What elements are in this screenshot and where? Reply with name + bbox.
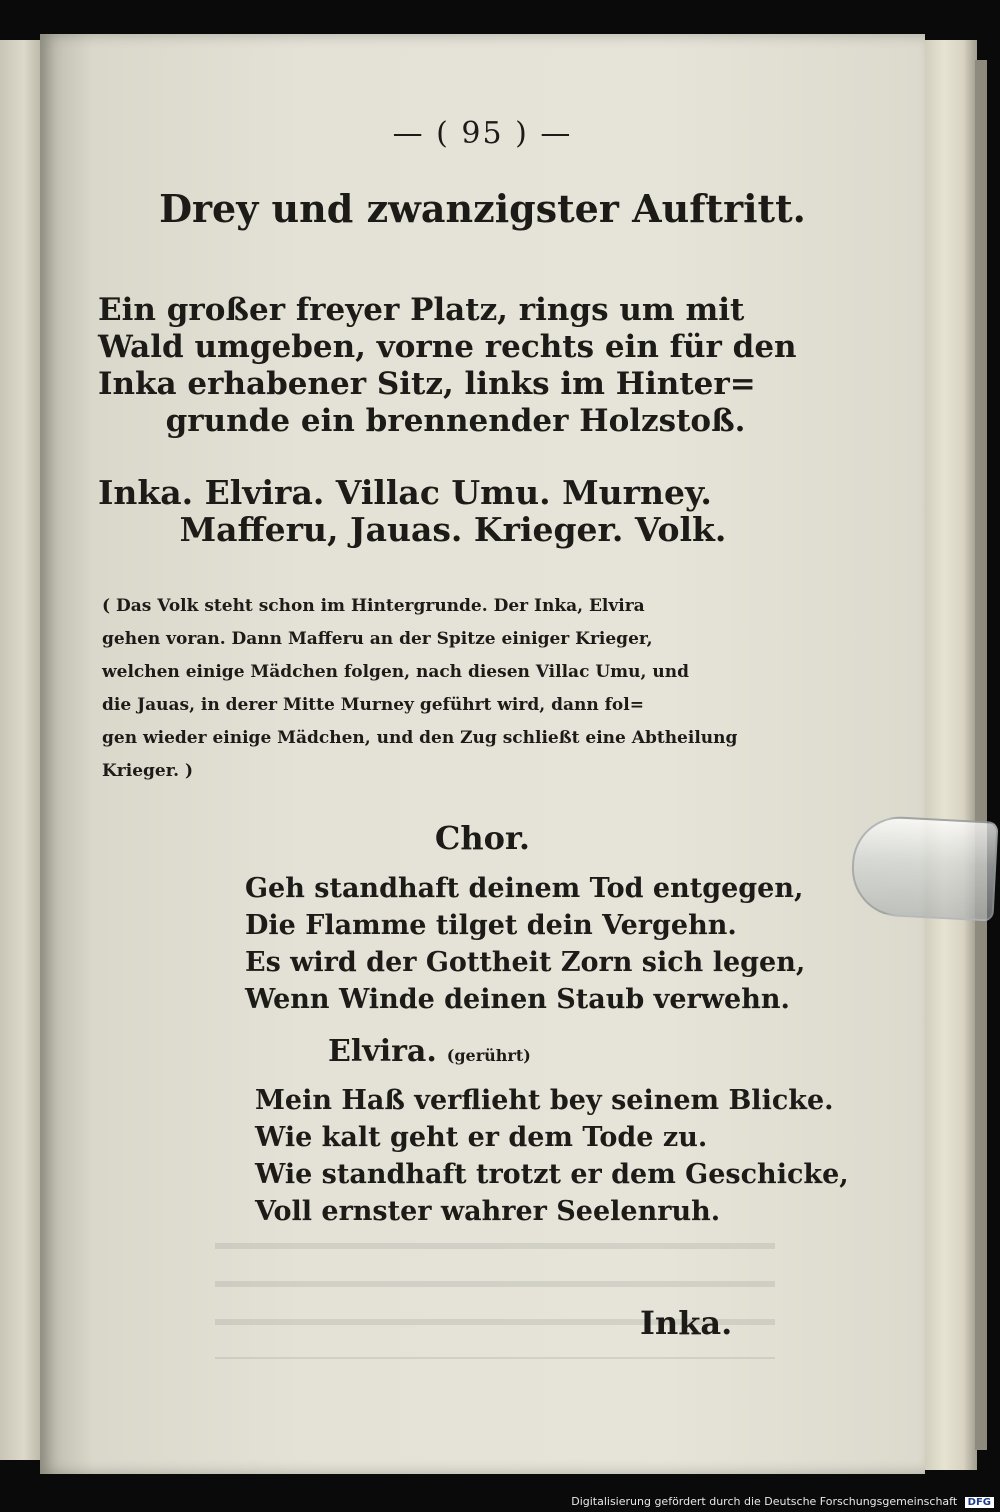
speaker-name: Elvira. [328,1034,437,1069]
stage-direction-line: Krieger. ) [102,761,193,781]
page-stack-shadow [975,60,987,1450]
book-page [40,34,925,1474]
verse-line: Wie standhaft trotzt er dem Geschicke, [255,1159,849,1190]
verse-line: Es wird der Gottheit Zorn sich legen, [245,947,806,978]
verse-line: Wie kalt geht er dem Tode zu. [255,1122,708,1153]
glass-page-clip [849,814,998,921]
cast-line: Inka. Elvira. Villac Umu. Murney. [98,473,712,512]
setting-line: Wald umgeben, vorne rechts ein für den [98,329,797,365]
verse-line: Mein Haß verflieht bey seinem Blicke. [255,1085,834,1116]
verse-line: Voll ernster wahrer Seelenruh. [255,1196,721,1227]
footer-credit: Digitalisierung gefördert durch die Deutsche Forschungsgemeinschaft [571,1495,958,1508]
digitization-footer [571,1495,994,1508]
verse-line: Die Flamme tilget dein Vergehn. [245,910,737,941]
setting-line: grunde ein brennender Holzstoß. [165,403,746,439]
speaker-inka: Inka. [640,1304,733,1342]
scene-heading: Drey und zwanzigster Auftritt. [159,186,806,231]
stage-direction-line: gehen voran. Dann Mafferu an der Spitze einiger Krieger, [102,629,653,649]
dfg-logo: DFG [965,1497,994,1508]
stage-direction [102,590,812,788]
chor-verse [245,870,805,1018]
speaker-direction: (gerührt) [446,1046,531,1065]
verse-line: Geh standhaft deinem Tod entgegen, [245,873,804,904]
stage-direction-line: die Jauas, in derer Mitte Murney geführt wird, dann fol= [102,695,644,715]
verse-line: Wenn Winde deinen Staub verwehn. [245,984,790,1015]
right-page-stack [922,40,977,1470]
cast-list [98,474,808,548]
elvira-verse [255,1082,849,1230]
speaker-elvira [328,1034,531,1069]
setting-line: Ein großer freyer Platz, rings um mit [98,292,745,328]
left-page-edge [0,40,42,1460]
setting-line: Inka erhabener Sitz, links im Hinter= [98,366,756,402]
speaker-chor: Chor. [434,819,531,857]
stage-direction-line: ( Das Volk steht schon im Hintergrunde. Der Inka, Elvira [102,596,645,616]
page-number: — ( 95 ) — [392,116,573,151]
stage-direction-line: welchen einige Mädchen folgen, nach diesen Villac Umu, und [102,662,689,682]
cast-line: Mafferu, Jauas. Krieger. Volk. [179,510,727,549]
setting-description [98,292,813,440]
stage-direction-line: gen wieder einige Mädchen, und den Zug schließt eine Abtheilung [102,728,738,748]
